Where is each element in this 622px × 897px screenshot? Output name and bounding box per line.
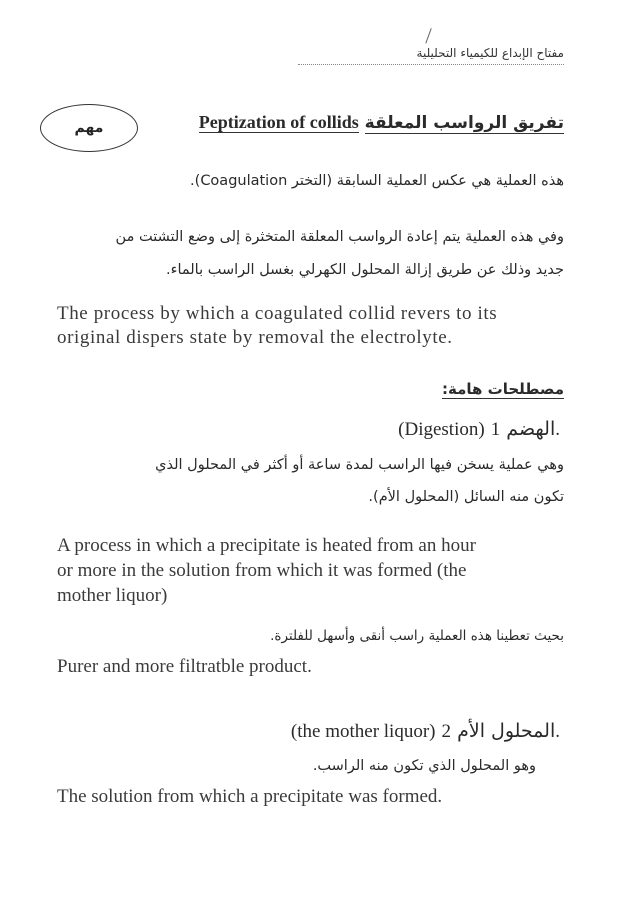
term-1-number: 1. [490, 419, 560, 440]
intro-ar-line-2: وفي هذه العملية يتم إعادة الرواسب المعلقة المتخثرة إلى وضع التشتت من [115, 229, 564, 245]
pen-mark [425, 28, 432, 44]
term-2-desc-ar: وهو المحلول الذي تكون منه الراسب. [312, 758, 536, 774]
important-badge-label: مهم [74, 120, 104, 136]
term-1-benefit-ar: بحيث تعطينا هذه العملية راسب أنقى وأسهل للفلترة. [270, 628, 564, 644]
header-divider [298, 64, 564, 65]
term-1-benefit-en: Purer and more filtratble product. [57, 656, 312, 677]
term-2-heading [291, 720, 560, 743]
term-2-number: 2. [441, 721, 560, 742]
section-title-ar: تفريق الرواسب المعلقة [364, 113, 564, 133]
term-1-ar: الهضم [506, 418, 556, 440]
terms-heading: مصطلحات هامة: [442, 380, 564, 398]
section-title-en: Peptization of collids [198, 112, 359, 132]
intro-ar-line-3: جديد وذلك عن طريق إزالة المحلول الكهرلي بغسل الراسب بالماء. [166, 262, 564, 278]
intro-en-line-2: original dispers state by removal the electrolyte. [57, 327, 453, 348]
book-header: مفتاح الإبداع للكيمياء التحليلية [416, 46, 564, 60]
term-1-en: (Digestion) [398, 419, 485, 440]
section-title [199, 112, 564, 133]
intro-en-line-1: The process by which a coagulated collid revers to its [57, 303, 498, 324]
term-2-ar: المحلول الأم [457, 720, 556, 742]
term-1-desc-en-3: mother liquor) [57, 585, 168, 606]
term-1-desc-en-2: or more in the solution from which it was formed (the [57, 560, 467, 581]
term-1-desc-ar-2: تكون منه السائل (المحلول الأم). [368, 489, 564, 505]
term-1-desc-en-1: A process in which a precipitate is heated from an hour [57, 535, 476, 556]
important-badge [40, 104, 138, 152]
term-1-desc-ar-1: وهي عملية يسخن فيها الراسب لمدة ساعة أو أكثر في المحلول الذي [155, 457, 564, 473]
term-2-en: (the mother liquor) [290, 721, 436, 742]
term-2-desc-en: The solution from which a precipitate was formed. [57, 786, 443, 807]
term-1-heading [398, 418, 560, 441]
intro-ar-line-1: هذه العملية هي عكس العملية السابقة (التختر Coagulation). [190, 173, 564, 189]
